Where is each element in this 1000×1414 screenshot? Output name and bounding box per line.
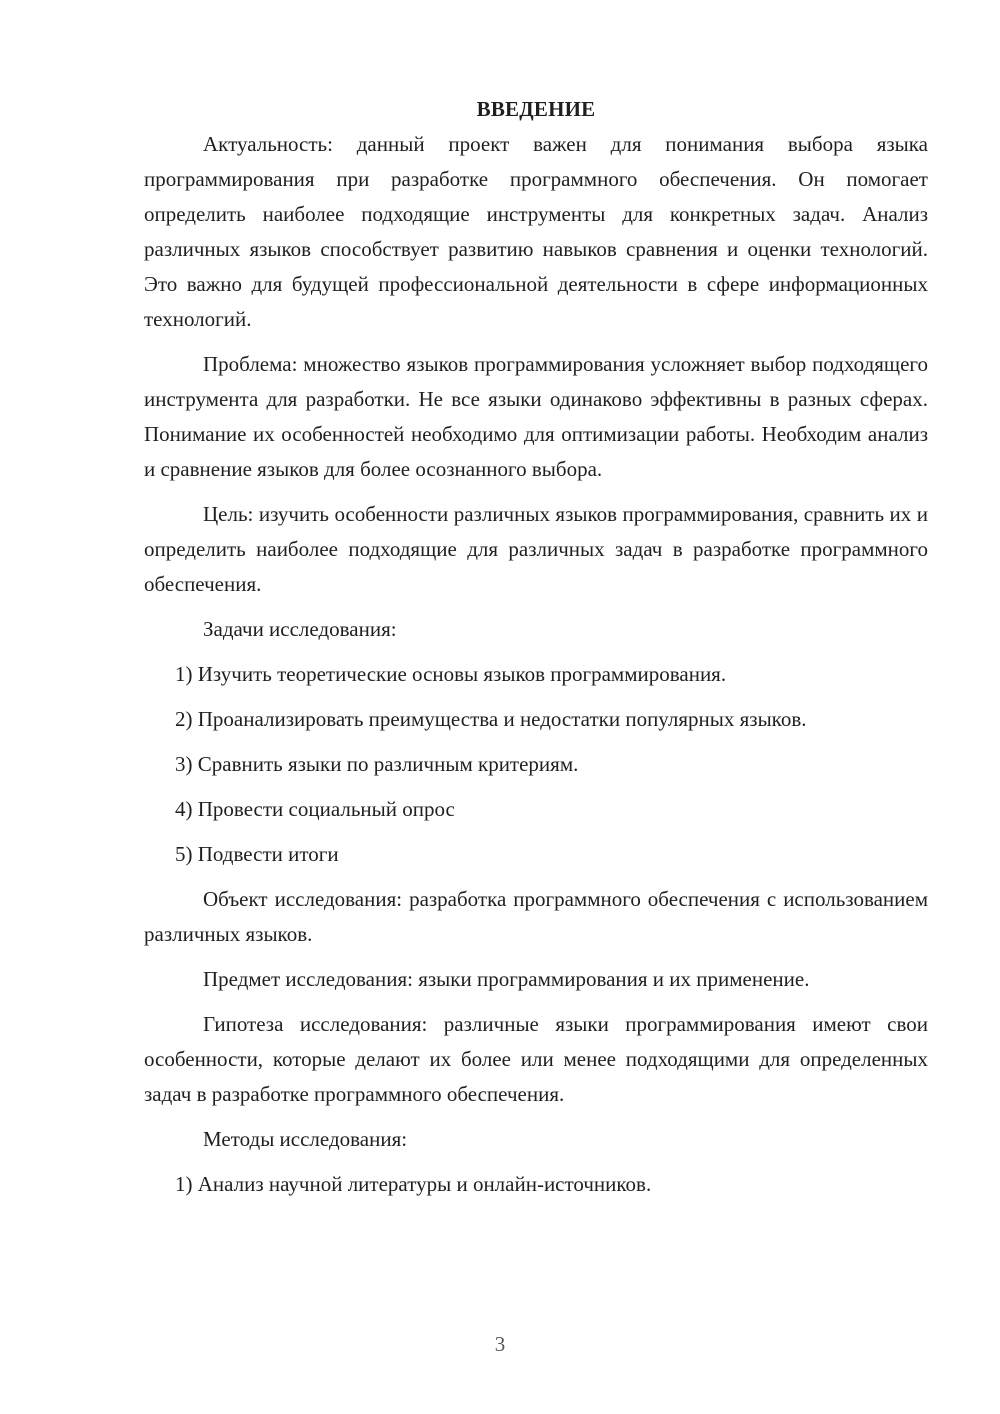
relevance-paragraph: Актуальность: данный проект важен для понимания выбора языка программирования при разработке программного обеспечения. Он помогает определить наиболее подходящие инструменты для конкретных задач. Анализ различных языков способствует развитию навыков сравнения и оценки технологий. Это важно для будущей профессиональной деятельности в сфере информационных технологий. <box>144 132 928 331</box>
goal-paragraph: Цель: изучить особенности различных языков программирования, сравнить их и определить наиболее подходящие для различных задач в разработке программного обеспечения. <box>144 502 928 596</box>
methods-heading: Методы исследования: <box>203 1127 408 1151</box>
subject-paragraph: Предмет исследования: языки программирования и их применение. <box>203 967 810 991</box>
task-item: 3) Сравнить языки по различным критериям. <box>175 752 579 776</box>
object-paragraph: Объект исследования: разработка программного обеспечения с использованием различных языков. <box>144 887 928 946</box>
section-title: ВВЕДЕНИЕ <box>476 97 596 121</box>
page-number: 3 <box>494 1332 506 1356</box>
task-item: 4) Провести социальный опрос <box>175 797 455 821</box>
hypothesis-paragraph: Гипотеза исследования: различные языки программирования имеют свои особенности, которые делают их более или менее подходящими для определенных задач в разработке программного обеспечения. <box>144 1012 928 1106</box>
tasks-heading: Задачи исследования: <box>203 617 397 641</box>
task-item: 1) Изучить теоретические основы языков программирования. <box>175 662 727 686</box>
method-item: 1) Анализ научной литературы и онлайн-источников. <box>175 1172 652 1196</box>
page-content <box>144 92 928 1202</box>
task-item: 2) Проанализировать преимущества и недостатки популярных языков. <box>175 707 807 731</box>
task-item: 5) Подвести итоги <box>175 842 339 866</box>
problem-paragraph: Проблема: множество языков программирования усложняет выбор подходящего инструмента для разработки. Не все языки одинаково эффективны в разных сферах. Понимание их особенностей необходимо для оптимизации работы. Необходим анализ и сравнение языков для более осознанного выбора. <box>144 352 928 481</box>
